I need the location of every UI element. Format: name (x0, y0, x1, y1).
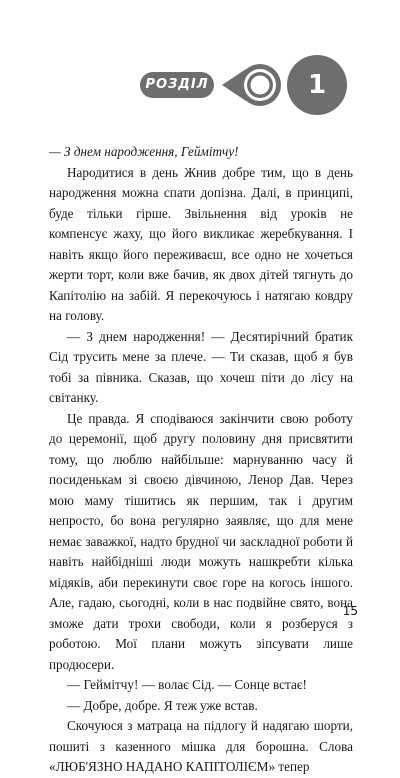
paragraph: Народитися в день Жнив добре тим, що в день народження можна спати допізна. Далі, в принципі, буде тільки гірше. Звільнення від уроків не компенсує жаху, що його викликає жеребкування. І навіть якщо його переживаєш, все одно не хочеться жерти торт, коли вже бачив, як двох дітей тягнуть до Капітолію на забій. Я перекочуюсь і натягаю ковдру на голову. (49, 164, 353, 323)
paragraph: Скочуюся з матраца на підлогу й надягаю шорти, пошиті з казенного мішка для борошна. Слова «ЛЮБ'ЯЗНО НАДАНО КАПІТОЛІЄМ» тепер (49, 718, 353, 774)
body-text (49, 142, 353, 778)
paragraph-opening: — З днем народження, Геймітчу! (49, 144, 239, 159)
paragraph: — Геймітчу! — волає Сід. — Сонце встає! (67, 677, 307, 692)
chapter-header (0, 0, 400, 125)
chapter-number: 1 (307, 70, 327, 100)
paragraph: Це правда. Я сподіваюся закінчити свою роботу до церемонії, щоб другу половину дня присвятити тому, що люблю найбільше: марнуванню часу й посиденькам зі своєю дівчиною, Ленор Дав. Через мою маму тішитись як першим, так і другим непросто, бо вона регулярно заявляє, що для мене немає заважкої, надто брудної чи заскладної роботи й навіть найбідніші люди можуть нашкребти кілька мідяків, аби перекинути своє горе на когось іншого. Але, гадаю, сьогодні, коли в нас подвійне свято, вона зможе дати трохи свободи, коли я розберуся з роботою. Мої плани можуть зіпсувати лише продюсери. (49, 410, 353, 672)
page-number: 15 (342, 604, 358, 618)
chapter-label: РОЗДІЛ (145, 77, 209, 92)
paragraph: — З днем народження! — Десятирічний братик Сід трусить мене за плече. — Ти сказав, щоб я був тобі за півника. Сказав, що хочеш піти до лісу на світанку. (49, 328, 353, 405)
paragraph: — Добре, добре. Я теж уже встав. (67, 697, 258, 713)
